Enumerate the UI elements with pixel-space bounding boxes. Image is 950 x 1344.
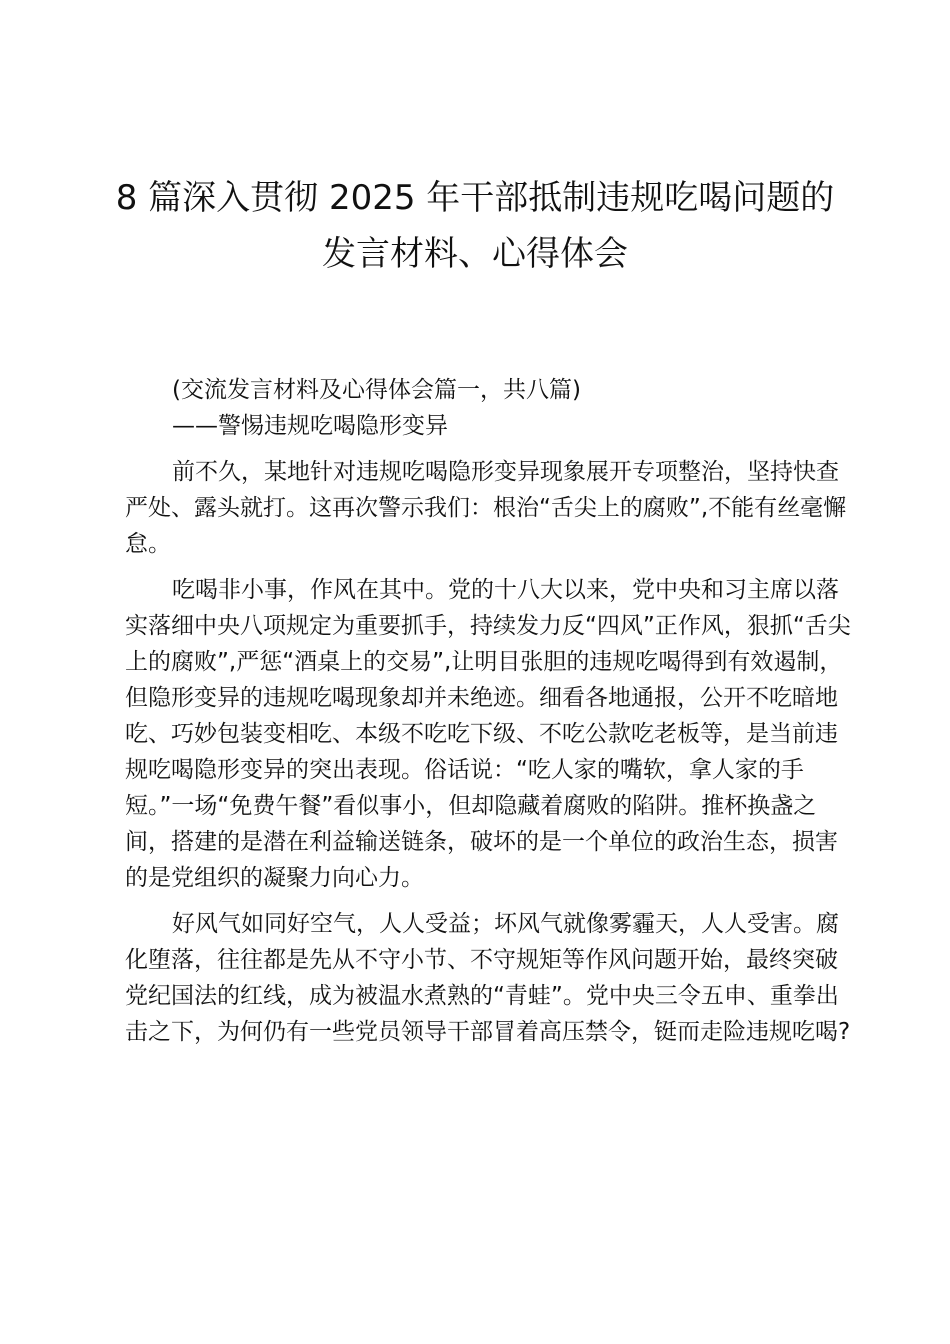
paragraph-line: 的是党组织的凝聚力向心力。 xyxy=(125,865,424,891)
paragraph-line: 吃、巧妙包装变相吃、本级不吃吃下级、不吃公款吃老板等，是当前违 xyxy=(125,721,838,747)
paragraph-line: 吃喝非小事，作风在其中。党的十八大以来，党中央和习主席以落 xyxy=(172,577,839,603)
paragraph-line: 击之下，为何仍有一些党员领导干部冒着高压禁令，铤而走险违规吃喝? xyxy=(125,1019,851,1045)
paragraph-2 xyxy=(125,572,851,896)
paragraph-spacer xyxy=(125,444,825,454)
paragraph-1 xyxy=(125,454,847,562)
paragraph-line: 党纪国法的红线，成为被温水煮熟的“青蛙”。党中央三令五申、重拳出 xyxy=(125,983,839,1009)
title-line-1: 8 篇深入贯彻 2025 年干部抵制违规吃喝问题的 xyxy=(115,178,835,218)
paragraph-line: 前不久，某地针对违规吃喝隐形变异现象展开专项整治，坚持快查 xyxy=(172,459,839,485)
document-title xyxy=(100,170,850,282)
paragraph-line: 上的腐败”,严惩“酒桌上的交易”,让明目张胆的违规吃喝得到有效遏制， xyxy=(125,649,843,675)
paragraph-line: 怠。 xyxy=(125,531,171,557)
paragraph-line: 好风气如同好空气，人人受益；坏风气就像雾霾天，人人受害。腐 xyxy=(172,911,839,937)
document-body xyxy=(125,372,851,1050)
paragraph-line: 间，搭建的是潜在利益输送链条，破坏的是一个单位的政治生态，损害 xyxy=(125,829,838,855)
document-subtitle: (交流发言材料及心得体会篇一，共八篇) xyxy=(172,377,581,403)
paragraph-line: 严处、露头就打。这再次警示我们：根治“舌尖上的腐败”,不能有丝毫懈 xyxy=(125,495,847,521)
title-line-2: 发言材料、心得体会 xyxy=(322,234,628,274)
paragraph-spacer xyxy=(125,896,825,906)
paragraph-3 xyxy=(125,906,851,1050)
paragraph-line: 规吃喝隐形变异的突出表现。俗话说：“吃人家的嘴软，拿人家的手 xyxy=(125,757,804,783)
paragraph-line: 化堕落，往往都是先从不守小节、不守规矩等作风问题开始，最终突破 xyxy=(125,947,838,973)
paragraph-spacer xyxy=(125,562,825,572)
paragraph-line: 实落细中央八项规定为重要抓手，持续发力反“四风”正作风，狠抓“舌尖 xyxy=(125,613,851,639)
section-heading: ——警惕违规吃喝隐形变异 xyxy=(172,413,448,439)
paragraph-line: 但隐形变异的违规吃喝现象却并未绝迹。细看各地通报，公开不吃暗地 xyxy=(125,685,838,711)
paragraph-line: 短。”一场“免费午餐”看似事小，但却隐藏着腐败的陷阱。推杯换盏之 xyxy=(125,793,817,819)
